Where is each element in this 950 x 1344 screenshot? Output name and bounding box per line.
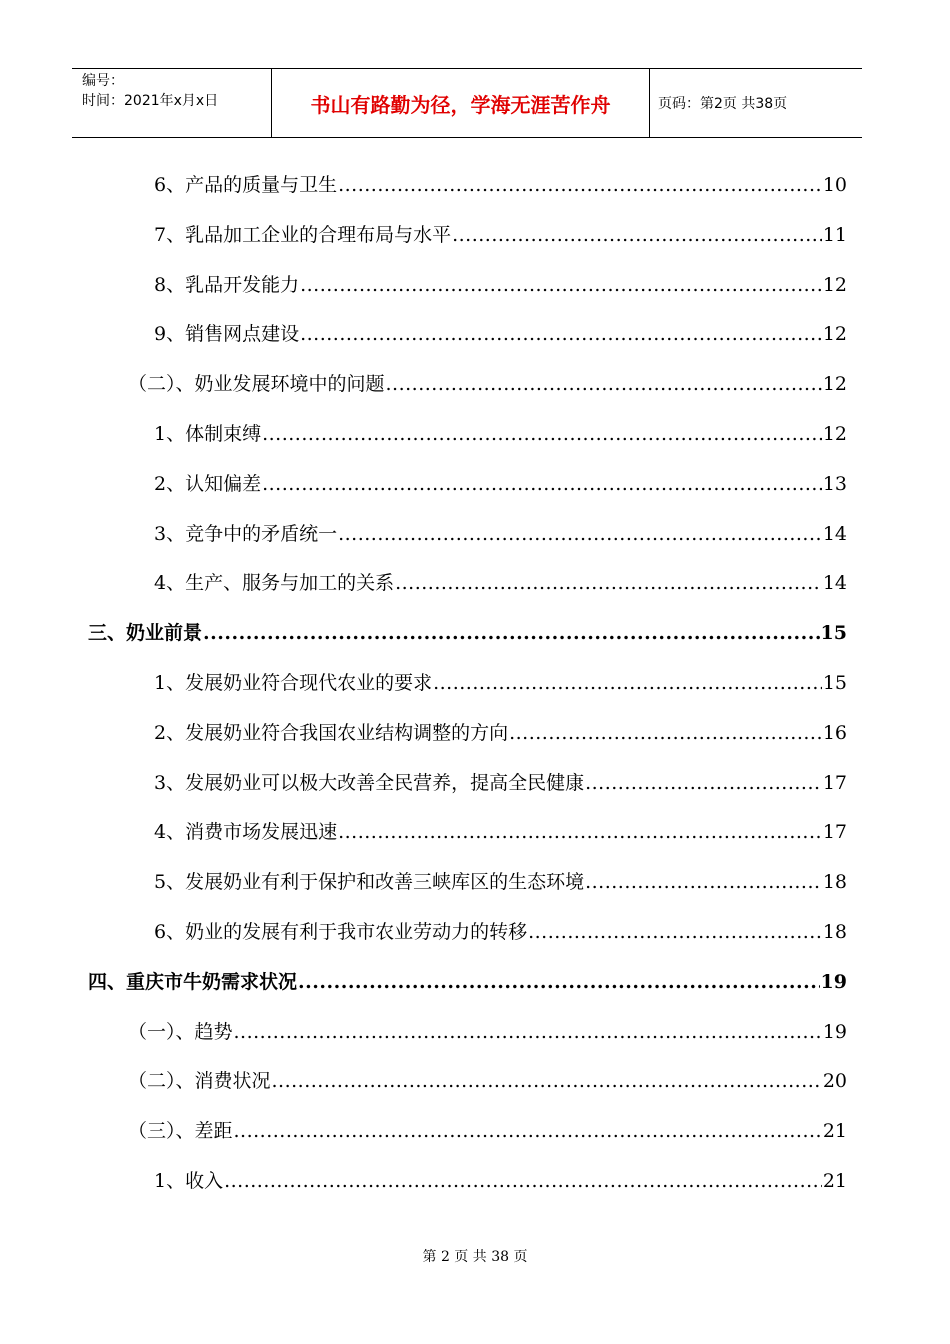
toc-entry-title: （三）、差距 [128, 1120, 233, 1143]
header-page-info: 页码：第2页 共38页 [658, 96, 788, 112]
toc-dot-leader [585, 770, 822, 796]
toc-entry[interactable] [154, 471, 847, 497]
toc-entry-title: 1、发展奶业符合现代农业的要求 [154, 672, 433, 694]
toc-dot-leader [338, 172, 822, 198]
toc-dot-leader [433, 670, 822, 696]
toc-dot-leader [509, 720, 822, 746]
toc-entry-title: 4、消费市场发展迅速 [154, 821, 338, 844]
toc-entry-page: 18 [822, 871, 847, 894]
toc-entry-title: 8、乳品开发能力 [154, 273, 300, 296]
toc-entry-title: 9、销售网点建设 [154, 323, 300, 346]
toc-dot-leader [262, 471, 822, 497]
toc-entry-title: 2、发展奶业符合我国农业结构调整的方向 [154, 721, 509, 744]
toc-dot-leader [386, 371, 822, 397]
toc-entry-page: 14 [822, 572, 847, 595]
toc-dot-leader [528, 919, 822, 945]
toc-dot-leader [338, 521, 822, 547]
toc-entry-title: 6、产品的质量与卫生 [154, 174, 338, 196]
toc-dot-leader [395, 570, 822, 596]
toc-entry-title: （二）、消费状况 [128, 1070, 271, 1093]
toc-entry[interactable] [128, 371, 847, 397]
toc-entry-title: 4、生产、服务与加工的关系 [154, 572, 395, 595]
toc-entry-page: 15 [822, 672, 847, 694]
toc-entry-title: （二）、奶业发展环境中的问题 [128, 373, 385, 396]
toc-entry[interactable] [128, 1019, 847, 1045]
toc-entry[interactable] [154, 819, 847, 845]
toc-entry[interactable] [154, 670, 847, 696]
toc-entry[interactable] [154, 869, 847, 895]
toc-entry[interactable] [154, 222, 847, 248]
toc-dot-leader [203, 620, 820, 646]
toc-entry-page: 15 [820, 622, 847, 645]
toc-entry-title: （一）、趋势 [128, 1020, 233, 1043]
toc-dot-leader [300, 321, 822, 347]
toc-entry-title: 5、发展奶业有利于保护和改善三峡库区的生态环境 [154, 871, 585, 894]
toc-entry-page: 19 [820, 970, 847, 993]
page-header [72, 68, 862, 138]
toc-dot-leader [298, 969, 820, 995]
toc-entry[interactable] [154, 521, 847, 547]
toc-dot-leader [234, 1118, 822, 1144]
header-motto: 书山有路勤为径，学海无涯苦作舟 [272, 69, 650, 137]
toc-entry-page: 17 [822, 771, 847, 794]
toc-entry[interactable] [154, 1168, 847, 1194]
toc-entry-title: 1、体制束缚 [154, 423, 262, 445]
toc-entry-title: 三、奶业前景 [88, 622, 203, 645]
toc-entry-title: 四、重庆市牛奶需求状况 [88, 970, 298, 993]
toc-entry-page: 12 [822, 373, 847, 396]
toc-entry-title: 3、竞争中的矛盾统一 [154, 522, 338, 545]
toc-entry-page: 21 [822, 1170, 847, 1192]
toc-entry[interactable] [154, 720, 847, 746]
toc-entry-title: 2、认知偏差 [154, 472, 262, 495]
toc-entry-page: 13 [822, 472, 847, 495]
toc-entry-page: 19 [822, 1020, 847, 1043]
toc-entry-page: 11 [822, 223, 847, 246]
toc-entry-page: 16 [822, 721, 847, 744]
toc-dot-leader [234, 1019, 822, 1045]
toc-entry[interactable] [128, 1118, 847, 1144]
toc-entry-title: 6、奶业的发展有利于我市农业劳动力的转移 [154, 921, 528, 943]
toc-entry-page: 18 [822, 921, 847, 943]
toc-entry[interactable] [154, 570, 847, 596]
toc-entry-page: 12 [822, 423, 847, 445]
toc-dot-leader [452, 222, 822, 248]
toc-dot-leader [338, 819, 822, 845]
page-footer: 第 2 页 共 38 页 [422, 1249, 528, 1265]
toc-entry-title: 7、乳品加工企业的合理布局与水平 [154, 223, 452, 246]
toc-entry[interactable] [88, 969, 847, 995]
toc-dot-leader [224, 1168, 822, 1194]
toc-dot-leader [300, 272, 822, 298]
toc-entry-page: 14 [822, 522, 847, 545]
toc-dot-leader [262, 421, 822, 447]
header-number-label: 编号： [82, 73, 124, 89]
toc-entry[interactable] [128, 1068, 847, 1094]
toc-entry[interactable] [154, 272, 847, 298]
toc-entry-page: 12 [822, 323, 847, 346]
toc-dot-leader [585, 869, 822, 895]
toc-entry[interactable] [154, 421, 847, 447]
toc-dot-leader [272, 1068, 822, 1094]
toc-entry[interactable] [154, 770, 847, 796]
header-time-label: 时间：2021年x月x日 [82, 93, 219, 109]
toc-entry[interactable] [154, 321, 847, 347]
toc-entry-title: 1、收入 [154, 1170, 224, 1192]
toc-entry-page: 12 [822, 273, 847, 296]
toc-entry-page: 20 [822, 1070, 847, 1093]
toc-entry-title: 3、发展奶业可以极大改善全民营养，提高全民健康 [154, 771, 585, 794]
header-meta [72, 69, 272, 137]
toc-entry[interactable] [154, 919, 847, 945]
toc-entry-page: 17 [822, 821, 847, 844]
toc-entry-page: 10 [822, 174, 847, 196]
toc-entry[interactable] [154, 172, 847, 198]
toc-entry[interactable] [88, 620, 847, 646]
toc-entry-page: 21 [822, 1120, 847, 1143]
